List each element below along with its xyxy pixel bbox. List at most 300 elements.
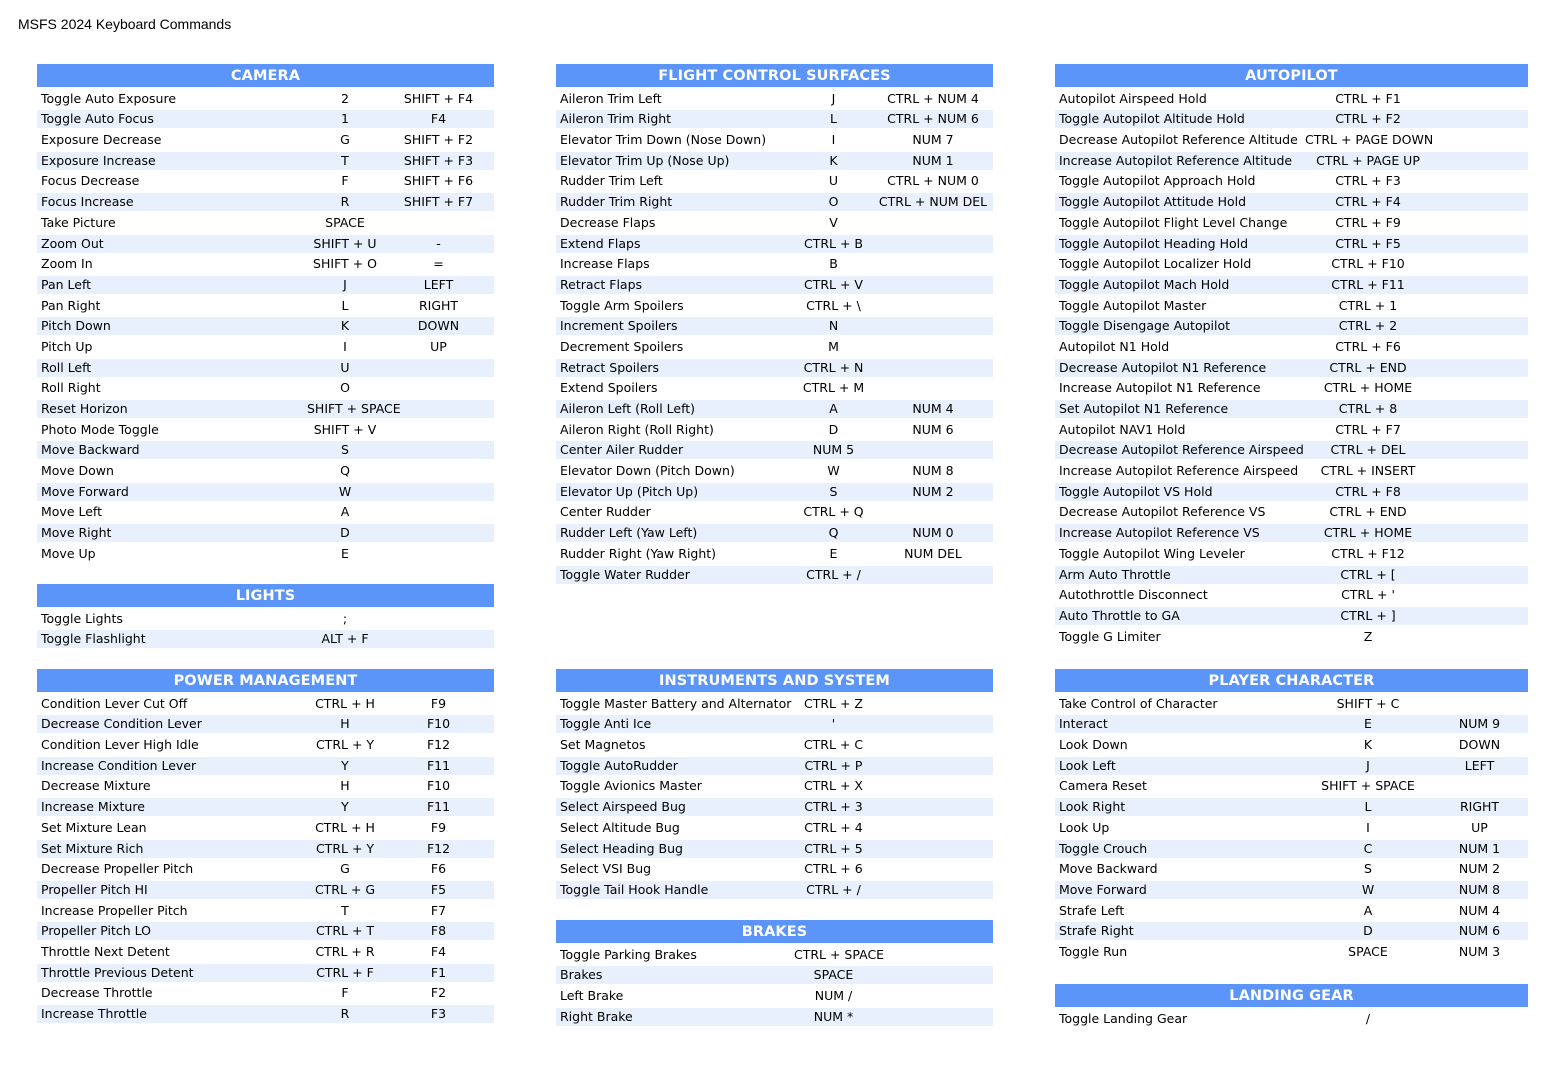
secondary-key bbox=[1431, 152, 1528, 170]
secondary-key bbox=[383, 524, 494, 542]
secondary-key: NUM 4 bbox=[1458, 902, 1501, 918]
secondary-key: F10 bbox=[426, 716, 451, 732]
command-name: Aileron Trim Right bbox=[560, 111, 672, 127]
secondary-key bbox=[1431, 172, 1528, 190]
primary-key: CTRL + F9 bbox=[1335, 214, 1401, 230]
secondary-key: F4 bbox=[430, 943, 447, 959]
primary-key: CTRL + [ bbox=[1340, 566, 1396, 582]
secondary-key: F12 bbox=[426, 737, 451, 753]
command-row bbox=[37, 214, 494, 232]
command-row bbox=[1055, 798, 1528, 816]
command-name: Toggle Auto Focus bbox=[41, 111, 154, 127]
command-row bbox=[1055, 193, 1528, 211]
section-header: LANDING GEAR bbox=[1055, 984, 1528, 1007]
primary-key: CTRL + PAGE DOWN bbox=[1305, 132, 1434, 148]
command-row bbox=[37, 90, 494, 108]
secondary-key: SHIFT + F6 bbox=[403, 173, 474, 189]
command-name: Increase Mixture bbox=[41, 799, 145, 815]
command-row bbox=[1055, 545, 1528, 563]
command-row bbox=[37, 798, 494, 816]
command-name: Toggle Parking Brakes bbox=[560, 946, 697, 962]
primary-key: CTRL + END bbox=[1329, 504, 1407, 520]
command-row bbox=[1055, 214, 1528, 232]
secondary-key bbox=[1431, 317, 1528, 335]
command-row bbox=[556, 545, 993, 563]
command-name: Increase Autopilot N1 Reference bbox=[1059, 380, 1261, 396]
secondary-key: CTRL + NUM DEL bbox=[878, 194, 988, 210]
primary-key: R bbox=[340, 194, 350, 210]
command-row bbox=[37, 964, 494, 982]
command-row bbox=[1055, 421, 1528, 439]
primary-key: CTRL + Y bbox=[315, 737, 375, 753]
primary-key: J bbox=[831, 90, 836, 106]
command-row bbox=[37, 984, 494, 1002]
primary-key: H bbox=[340, 716, 350, 732]
command-name: Increase Throttle bbox=[41, 1006, 147, 1021]
secondary-key bbox=[873, 798, 993, 816]
primary-key: SPACE bbox=[1348, 943, 1388, 959]
command-name: Move Backward bbox=[1059, 861, 1158, 877]
command-name: Look Down bbox=[1059, 737, 1128, 753]
command-name: Zoom In bbox=[41, 256, 93, 272]
command-row bbox=[1055, 695, 1528, 713]
secondary-key: CTRL + NUM 0 bbox=[887, 173, 979, 189]
command-name: Select VSI Bug bbox=[560, 861, 652, 877]
primary-key: I bbox=[831, 132, 836, 148]
secondary-key bbox=[1431, 462, 1528, 480]
command-name: Toggle Autopilot Mach Hold bbox=[1059, 276, 1230, 292]
command-name: Decrease Throttle bbox=[41, 985, 153, 1001]
primary-key: CTRL + END bbox=[1329, 359, 1407, 375]
secondary-key bbox=[873, 276, 993, 294]
command-row bbox=[556, 338, 993, 356]
command-name: Move Backward bbox=[41, 442, 140, 458]
secondary-key: F12 bbox=[426, 840, 451, 856]
secondary-key: NUM 8 bbox=[912, 463, 954, 479]
command-name: Move Forward bbox=[41, 483, 129, 499]
command-name: Increase Flaps bbox=[560, 256, 650, 272]
secondary-key bbox=[873, 966, 993, 984]
command-name: Aileron Left (Roll Left) bbox=[560, 401, 696, 416]
primary-key: S bbox=[829, 483, 838, 499]
primary-key: CTRL + F5 bbox=[1335, 235, 1401, 251]
command-name: Set Mixture Rich bbox=[41, 840, 144, 856]
command-row bbox=[1055, 338, 1528, 356]
command-name: Decrease Autopilot Reference Airspeed bbox=[1059, 442, 1304, 458]
secondary-key: F7 bbox=[430, 902, 447, 918]
command-row bbox=[37, 152, 494, 170]
command-row bbox=[37, 359, 494, 377]
primary-key: C bbox=[1363, 840, 1373, 856]
command-row bbox=[1055, 255, 1528, 273]
primary-key: CTRL + 4 bbox=[804, 819, 863, 835]
primary-key: CTRL + F4 bbox=[1335, 194, 1401, 210]
command-row bbox=[1055, 235, 1528, 253]
secondary-key bbox=[1431, 255, 1528, 273]
secondary-key bbox=[383, 441, 494, 459]
secondary-key: CTRL + NUM 6 bbox=[887, 111, 979, 127]
command-name: Look Up bbox=[1059, 819, 1110, 835]
section-flight-control-surfaces bbox=[556, 64, 993, 584]
primary-key: D bbox=[340, 525, 350, 541]
secondary-key bbox=[873, 297, 993, 315]
command-row bbox=[37, 193, 494, 211]
command-name: Set Magnetos bbox=[560, 737, 646, 753]
primary-key: T bbox=[341, 902, 349, 918]
command-name: Decrease Autopilot N1 Reference bbox=[1059, 359, 1267, 375]
command-row bbox=[37, 881, 494, 899]
command-name: Toggle Tail Hook Handle bbox=[560, 881, 709, 897]
command-name: Auto Throttle to GA bbox=[1059, 607, 1180, 623]
secondary-key bbox=[1431, 214, 1528, 232]
command-row bbox=[37, 943, 494, 961]
secondary-key bbox=[1431, 276, 1528, 294]
secondary-key: LEFT bbox=[423, 276, 454, 292]
secondary-key: NUM 2 bbox=[1458, 861, 1501, 877]
secondary-key bbox=[1431, 421, 1528, 439]
primary-key: Q bbox=[828, 525, 839, 541]
primary-key: L bbox=[1364, 799, 1372, 815]
primary-key: F bbox=[341, 985, 349, 1001]
command-row bbox=[556, 1008, 993, 1026]
secondary-key: NUM 3 bbox=[1458, 943, 1501, 959]
command-name: Aileron Right (Roll Right) bbox=[560, 421, 714, 437]
secondary-key: NUM 6 bbox=[912, 421, 954, 437]
command-name: Toggle Crouch bbox=[1059, 840, 1148, 856]
secondary-key bbox=[1431, 359, 1528, 377]
primary-key: Q bbox=[340, 463, 350, 479]
primary-key: W bbox=[338, 483, 352, 499]
secondary-key: SHIFT + F4 bbox=[403, 90, 474, 106]
section-landing-gear bbox=[1055, 984, 1528, 1028]
command-row bbox=[1055, 400, 1528, 418]
primary-key: CTRL + F3 bbox=[1335, 173, 1401, 189]
secondary-key: NUM 6 bbox=[1458, 923, 1501, 939]
primary-key: U bbox=[828, 173, 839, 189]
secondary-key bbox=[873, 338, 993, 356]
command-name: Retract Spoilers bbox=[560, 359, 660, 375]
secondary-key: F1 bbox=[430, 964, 447, 980]
command-row bbox=[556, 819, 993, 837]
command-name: Arm Auto Throttle bbox=[1059, 566, 1171, 582]
section-header: POWER MANAGEMENT bbox=[37, 669, 494, 692]
section-header: FLIGHT CONTROL SURFACES bbox=[556, 64, 993, 87]
primary-key: CTRL + PAGE UP bbox=[1316, 152, 1420, 168]
command-name: Elevator Up (Pitch Up) bbox=[560, 483, 699, 499]
primary-key: E bbox=[1364, 716, 1372, 732]
secondary-key: NUM 2 bbox=[912, 483, 954, 499]
command-name: Toggle Lights bbox=[41, 610, 123, 626]
command-name: Increase Autopilot Reference VS bbox=[1059, 525, 1260, 541]
command-row bbox=[37, 777, 494, 795]
command-name: Exposure Decrease bbox=[41, 132, 162, 148]
secondary-key: NUM 7 bbox=[912, 132, 954, 148]
section-power-management bbox=[37, 669, 494, 1023]
primary-key: CTRL + 3 bbox=[804, 799, 863, 815]
primary-key: L bbox=[830, 111, 837, 127]
primary-key: K bbox=[1363, 737, 1373, 753]
primary-key: CTRL + / bbox=[806, 881, 861, 897]
secondary-key: SHIFT + F3 bbox=[403, 152, 474, 168]
secondary-key bbox=[873, 777, 993, 795]
command-name: Toggle Autopilot Wing Leveler bbox=[1059, 545, 1245, 561]
primary-key: H bbox=[340, 778, 350, 794]
primary-key: CTRL + / bbox=[806, 566, 861, 582]
command-row bbox=[37, 297, 494, 315]
command-name: Increment Spoilers bbox=[560, 318, 678, 334]
secondary-key bbox=[1431, 777, 1528, 795]
command-name: Set Mixture Lean bbox=[41, 819, 147, 835]
secondary-key: - bbox=[436, 235, 441, 251]
command-row bbox=[1055, 840, 1528, 858]
command-name: Move Right bbox=[41, 525, 112, 541]
command-row bbox=[556, 400, 993, 418]
section-brakes bbox=[556, 920, 993, 1026]
secondary-key bbox=[1431, 586, 1528, 604]
command-row bbox=[37, 840, 494, 858]
command-row bbox=[1055, 172, 1528, 190]
command-row bbox=[1055, 628, 1528, 646]
primary-key: SHIFT + SPACE bbox=[307, 401, 401, 416]
secondary-key bbox=[1431, 193, 1528, 211]
command-name: Propeller Pitch LO bbox=[41, 923, 151, 939]
command-name: Rudder Trim Left bbox=[560, 173, 663, 189]
primary-key: K bbox=[829, 152, 838, 168]
secondary-key bbox=[873, 715, 993, 733]
command-row bbox=[37, 172, 494, 190]
secondary-key bbox=[873, 379, 993, 397]
command-name: Autopilot N1 Hold bbox=[1059, 338, 1170, 354]
command-row bbox=[556, 131, 993, 149]
primary-key: CTRL + B bbox=[803, 235, 863, 251]
primary-key: ' bbox=[831, 716, 836, 732]
command-row bbox=[37, 1005, 494, 1023]
secondary-key bbox=[873, 987, 993, 1005]
command-name: Condition Lever High Idle bbox=[41, 737, 199, 753]
primary-key: CTRL + H bbox=[315, 819, 375, 835]
command-row bbox=[37, 462, 494, 480]
command-name: Toggle G Limiter bbox=[1059, 628, 1161, 644]
primary-key: S bbox=[1364, 861, 1372, 877]
secondary-key bbox=[1431, 90, 1528, 108]
command-row bbox=[1055, 524, 1528, 542]
primary-key: W bbox=[1361, 881, 1375, 897]
command-name: Look Left bbox=[1059, 757, 1116, 773]
secondary-key bbox=[873, 736, 993, 754]
command-name: Left Brake bbox=[560, 988, 624, 1004]
command-row bbox=[37, 400, 494, 418]
secondary-key bbox=[1431, 483, 1528, 501]
secondary-key: RIGHT bbox=[1459, 799, 1500, 815]
command-row bbox=[37, 441, 494, 459]
command-name: Decrease Autopilot Reference VS bbox=[1059, 504, 1266, 520]
secondary-key bbox=[383, 545, 494, 563]
secondary-key bbox=[873, 566, 993, 584]
primary-key: 1 bbox=[341, 111, 349, 127]
secondary-key bbox=[873, 881, 993, 899]
command-name: Decrease Condition Lever bbox=[41, 716, 202, 732]
command-row bbox=[37, 255, 494, 273]
command-row bbox=[1055, 881, 1528, 899]
command-name: Elevator Trim Down (Nose Down) bbox=[560, 132, 767, 148]
primary-key: L bbox=[341, 297, 349, 313]
section-autopilot bbox=[1055, 64, 1528, 646]
command-row bbox=[556, 987, 993, 1005]
primary-key: CTRL + DEL bbox=[1330, 442, 1406, 458]
section-header: BRAKES bbox=[556, 920, 993, 943]
command-row bbox=[1055, 943, 1528, 961]
command-row bbox=[37, 610, 494, 628]
secondary-key bbox=[1431, 110, 1528, 128]
command-name: Toggle Autopilot Attitude Hold bbox=[1059, 194, 1247, 210]
primary-key: F bbox=[341, 173, 349, 189]
command-name: Take Picture bbox=[41, 214, 116, 230]
primary-key: SHIFT + V bbox=[313, 421, 377, 437]
command-row bbox=[1055, 317, 1528, 335]
secondary-key bbox=[1431, 297, 1528, 315]
command-row bbox=[556, 462, 993, 480]
command-name: Toggle Arm Spoilers bbox=[560, 297, 684, 313]
secondary-key bbox=[383, 400, 494, 418]
command-row bbox=[556, 798, 993, 816]
secondary-key bbox=[1431, 235, 1528, 253]
primary-key: SPACE bbox=[325, 214, 365, 230]
secondary-key bbox=[1431, 131, 1528, 149]
command-name: Focus Decrease bbox=[41, 173, 140, 189]
secondary-key: NUM 8 bbox=[1458, 881, 1501, 897]
command-name: Strafe Right bbox=[1059, 923, 1134, 939]
primary-key: SHIFT + SPACE bbox=[1321, 778, 1415, 794]
command-name: Extend Spoilers bbox=[560, 380, 658, 396]
command-row bbox=[37, 483, 494, 501]
section-instruments-and-system bbox=[556, 669, 993, 899]
command-name: Aileron Trim Left bbox=[560, 90, 662, 106]
command-name: Extend Flaps bbox=[560, 235, 641, 251]
command-name: Pitch Up bbox=[41, 338, 93, 354]
command-row bbox=[37, 630, 494, 648]
secondary-key bbox=[383, 630, 494, 648]
secondary-key bbox=[383, 462, 494, 480]
command-name: Select Altitude Bug bbox=[560, 819, 680, 835]
secondary-key bbox=[873, 441, 993, 459]
secondary-key bbox=[873, 819, 993, 837]
command-row bbox=[1055, 462, 1528, 480]
command-name: Take Control of Character bbox=[1059, 695, 1218, 711]
secondary-key: F8 bbox=[430, 923, 447, 939]
command-row bbox=[556, 483, 993, 501]
command-name: Decrease Autopilot Reference Altitude bbox=[1059, 132, 1298, 148]
command-name: Center Rudder bbox=[560, 504, 651, 520]
primary-key: NUM * bbox=[813, 1008, 854, 1024]
command-row bbox=[37, 545, 494, 563]
command-row bbox=[556, 152, 993, 170]
command-row bbox=[556, 317, 993, 335]
command-row bbox=[556, 524, 993, 542]
primary-key: K bbox=[340, 318, 350, 334]
primary-key: CTRL + F1 bbox=[1335, 90, 1401, 106]
primary-key: B bbox=[829, 256, 838, 272]
command-name: Pitch Down bbox=[41, 318, 111, 334]
primary-key: ALT + F bbox=[321, 631, 369, 647]
primary-key: SHIFT + C bbox=[1336, 695, 1400, 711]
primary-key: CTRL + 5 bbox=[804, 840, 863, 856]
command-row bbox=[1055, 276, 1528, 294]
primary-key: CTRL + 6 bbox=[804, 861, 863, 877]
command-name: Toggle Autopilot Approach Hold bbox=[1059, 173, 1256, 189]
primary-key: N bbox=[828, 318, 839, 334]
command-name: Increase Autopilot Reference Altitude bbox=[1059, 152, 1293, 168]
command-row bbox=[37, 922, 494, 940]
secondary-key: DOWN bbox=[417, 318, 460, 334]
secondary-key bbox=[1431, 607, 1528, 625]
primary-key: CTRL + F7 bbox=[1335, 421, 1401, 437]
secondary-key: F10 bbox=[426, 778, 451, 794]
secondary-key: F6 bbox=[430, 861, 447, 877]
secondary-key bbox=[873, 255, 993, 273]
primary-key: O bbox=[828, 194, 839, 210]
command-row bbox=[1055, 90, 1528, 108]
primary-key: CTRL + \ bbox=[806, 297, 861, 313]
command-name: Increase Autopilot Reference Airspeed bbox=[1059, 463, 1299, 479]
secondary-key bbox=[1431, 566, 1528, 584]
command-row bbox=[1055, 607, 1528, 625]
command-name: Rudder Trim Right bbox=[560, 194, 673, 210]
command-row bbox=[1055, 441, 1528, 459]
command-row bbox=[37, 235, 494, 253]
command-row bbox=[556, 881, 993, 899]
primary-key: CTRL + C bbox=[803, 737, 864, 753]
primary-key: G bbox=[340, 132, 350, 148]
command-row bbox=[556, 695, 993, 713]
secondary-key: NUM DEL bbox=[904, 545, 962, 561]
command-row bbox=[1055, 902, 1528, 920]
command-name: Increase Propeller Pitch bbox=[41, 902, 188, 918]
secondary-key bbox=[873, 235, 993, 253]
secondary-key: RIGHT bbox=[418, 297, 459, 313]
secondary-key bbox=[1431, 1010, 1528, 1028]
primary-key: CTRL + HOME bbox=[1323, 525, 1413, 541]
primary-key: CTRL + Z bbox=[804, 695, 863, 711]
secondary-key: F3 bbox=[430, 1006, 447, 1021]
command-row bbox=[556, 441, 993, 459]
primary-key: CTRL + R bbox=[315, 943, 375, 959]
command-name: Toggle Avionics Master bbox=[560, 778, 702, 794]
command-name: Decrement Spoilers bbox=[560, 338, 684, 354]
primary-key: CTRL + N bbox=[803, 359, 864, 375]
primary-key: S bbox=[341, 442, 349, 458]
command-row bbox=[1055, 819, 1528, 837]
primary-key: SPACE bbox=[813, 967, 854, 983]
command-row bbox=[556, 255, 993, 273]
secondary-key bbox=[1431, 400, 1528, 418]
primary-key: CTRL + ' bbox=[1341, 587, 1395, 603]
primary-key: CTRL + F11 bbox=[1331, 276, 1405, 292]
primary-key: CTRL + SPACE bbox=[794, 946, 885, 962]
secondary-key: = bbox=[433, 256, 444, 272]
command-name: Toggle Autopilot Heading Hold bbox=[1059, 235, 1249, 251]
command-name: Rudder Right (Yaw Right) bbox=[560, 545, 717, 561]
document-title: MSFS 2024 Keyboard Commands bbox=[18, 16, 232, 32]
primary-key: Y bbox=[341, 799, 349, 815]
secondary-key bbox=[1431, 628, 1528, 646]
primary-key: CTRL + 8 bbox=[1338, 401, 1398, 416]
command-name: Toggle Run bbox=[1059, 943, 1128, 959]
primary-key: ; bbox=[342, 610, 348, 626]
command-row bbox=[556, 736, 993, 754]
command-row bbox=[37, 421, 494, 439]
command-name: Decrease Propeller Pitch bbox=[41, 861, 194, 877]
command-name: Elevator Down (Pitch Down) bbox=[560, 463, 735, 479]
